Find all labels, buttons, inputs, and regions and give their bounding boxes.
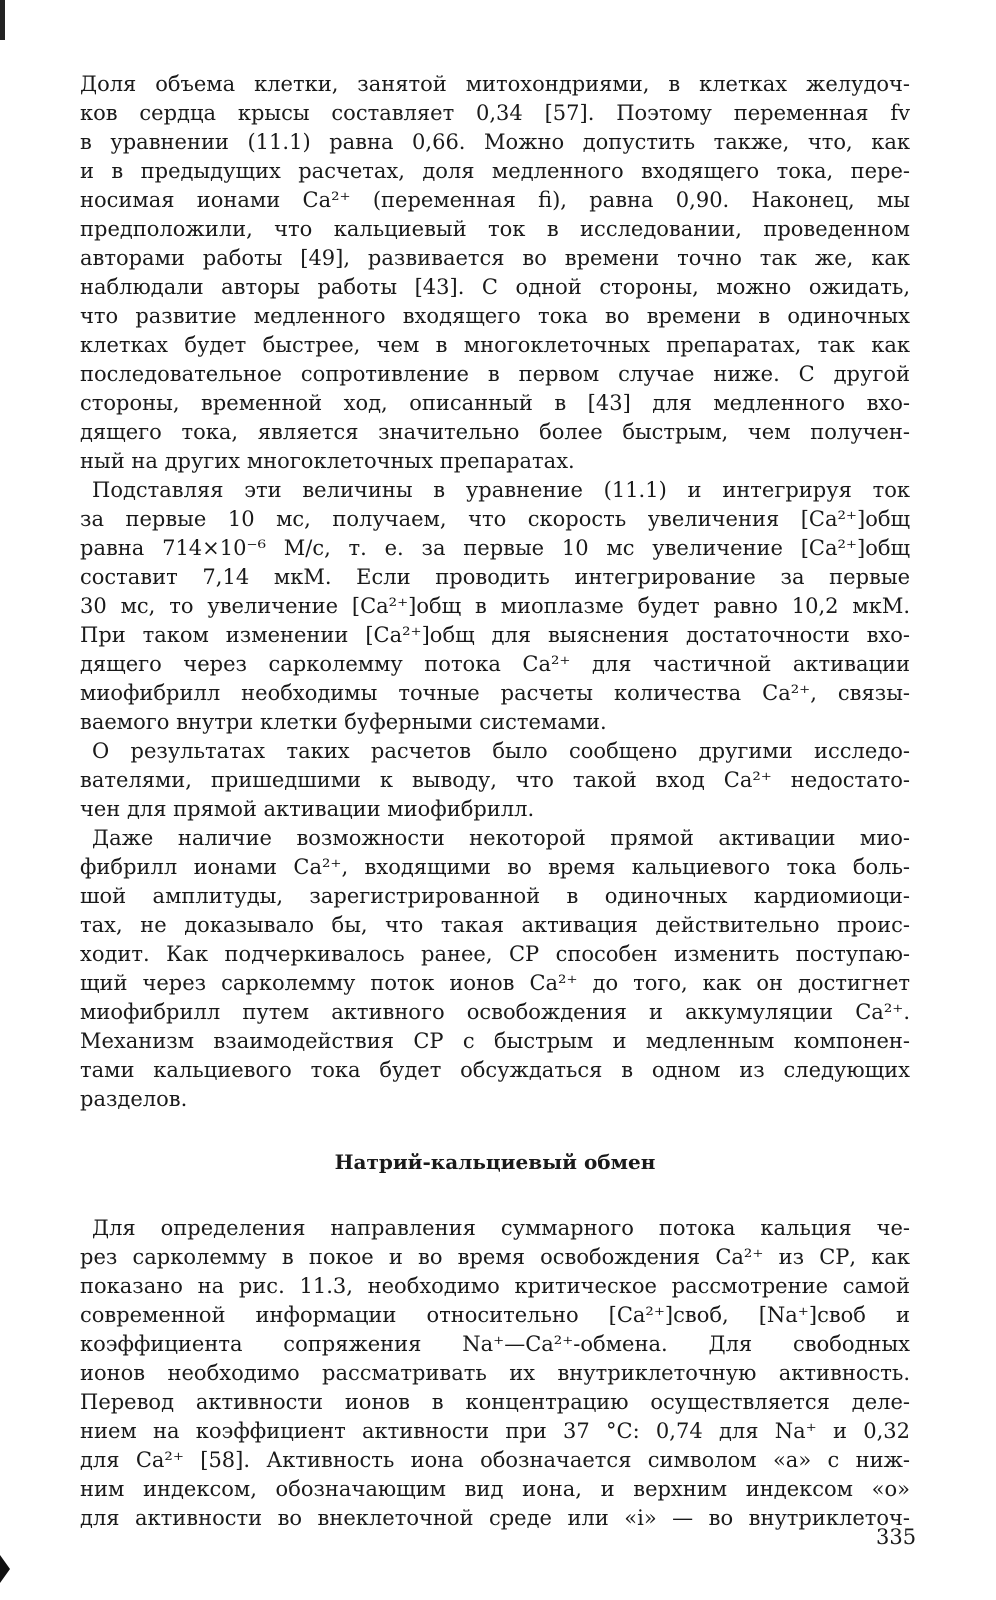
paragraph-4 [80,824,910,1114]
text-line: для активности во внеклеточной среде или «i» — во внутриклеточ- [80,1506,910,1530]
scan-edge-arrow [0,1555,10,1583]
paragraph-3 [80,737,910,824]
page-number: 335 [876,1525,917,1549]
text-line: щий через сарколемму поток ионов Ca²⁺ до того, как он достигнет [80,971,910,995]
text-line: стороны, временной ход, описанный в [43] для медленного вхо- [80,391,910,415]
text-line: миофибрилл необходимы точные расчеты количества Ca²⁺, связы- [80,681,910,705]
text-line: ионов необходимо рассматривать их внутриклеточную активность. [80,1361,910,1385]
text-line: фибрилл ионами Ca²⁺, входящими во время кальциевого тока боль- [80,855,910,879]
text-line: Механизм взаимодействия СР с быстрым и медленным компонен- [80,1029,910,1053]
text-line: рез сарколемму в покое и во время освобождения Ca²⁺ из СР, как [80,1245,910,1269]
paragraph-1 [80,70,910,476]
text-line: показано на рис. 11.3, необходимо критическое рассмотрение самой [80,1274,910,1298]
section-heading: Натрий-кальциевый обмен [334,1150,656,1174]
text-line: клетках будет быстрее, чем в многоклеточных препаратах, так как [80,333,910,357]
paragraph-2 [80,476,910,737]
text-line: наблюдали авторы работы [43]. С одной стороны, можно ожидать, [80,275,910,299]
text-line: дящего через сарколемму потока Ca²⁺ для частичной активации [80,652,910,676]
text-line: Перевод активности ионов в концентрацию осуществляется деле- [80,1390,910,1414]
text-line: ков сердца крысы составляет 0,34 [57]. Поэтому переменная fv [80,101,910,125]
text-line: разделов. [80,1087,188,1111]
text-line: носимая ионами Ca²⁺ (переменная fi), равна 0,90. Наконец, мы [80,188,910,212]
text-line: тами кальциевого тока будет обсуждаться в одном из следующих [80,1058,910,1082]
text-line: равна 714×10⁻⁶ М/с, т. е. за первые 10 мс увеличение [Ca²⁺]общ [80,536,910,560]
text-line: нием на коэффициент активности при 37 °C: 0,74 для Na⁺ и 0,32 [80,1419,910,1443]
text-line: за первые 10 мс, получаем, что скорость увеличения [Ca²⁺]общ [80,507,910,531]
text-line: дящего тока, является значительно более быстрым, чем получен- [80,420,910,444]
text-line: ходит. Как подчеркивалось ранее, СР способен изменить поступаю- [80,942,910,966]
text-line: ним индексом, обозначающим вид иона, и верхним индексом «o» [80,1477,910,1501]
text-line: чен для прямой активации миофибрилл. [80,797,535,821]
text-line: последовательное сопротивление в первом случае ниже. С другой [80,362,910,386]
text-line: авторами работы [49], развивается во времени точно так же, как [80,246,910,270]
text-line: При таком изменении [Ca²⁺]общ для выяснения достаточности вхо- [80,623,910,647]
text-line: предположили, что кальциевый ток в исследовании, проведенном [80,217,910,241]
text-line: в уравнении (11.1) равна 0,66. Можно допустить также, что, как [80,130,910,154]
section-paragraph [80,1214,910,1533]
text-line: составит 7,14 мкМ. Если проводить интегрирование за первые [80,565,910,589]
text-line: коэффициента сопряжения Na⁺—Ca²⁺-обмена. Для свободных [80,1332,910,1356]
text-line: и в предыдущих расчетах, доля медленного входящего тока, пере- [80,159,910,183]
scan-edge-mark [0,0,5,40]
text-line: ваемого внутри клетки буферными системами. [80,710,607,734]
text-line: Доля объема клетки, занятой митохондриями, в клетках желудоч- [80,72,910,96]
text-line: Даже наличие возможности некоторой прямой активации мио- [92,826,910,850]
text-line: тах, не доказывало бы, что такая активация действительно проис- [80,913,910,937]
text-line: шой амплитуды, зарегистрированной в одиночных кардиомиоци- [80,884,910,908]
text-line: Для определения направления суммарного потока кальция че- [92,1216,910,1240]
text-line: ный на других многоклеточных препаратах. [80,449,575,473]
text-line: для Ca²⁺ [58]. Активность иона обозначается символом «a» с ниж- [80,1448,910,1472]
text-line: что развитие медленного входящего тока во времени в одиночных [80,304,910,328]
text-line: О результатах таких расчетов было сообщено другими исследо- [92,739,910,763]
text-line: Подставляя эти величины в уравнение (11.1) и интегрируя ток [92,478,910,502]
page-body [80,70,910,1533]
text-line: миофибрилл путем активного освобождения и аккумуляции Ca²⁺. [80,1000,910,1024]
text-line: 30 мс, то увеличение [Ca²⁺]общ в миоплазме будет равно 10,2 мкМ. [80,594,910,618]
text-line: современной информации относительно [Ca²⁺]своб, [Na⁺]своб и [80,1303,910,1327]
text-line: вателями, пришедшими к выводу, что такой вход Ca²⁺ недостато- [80,768,910,792]
